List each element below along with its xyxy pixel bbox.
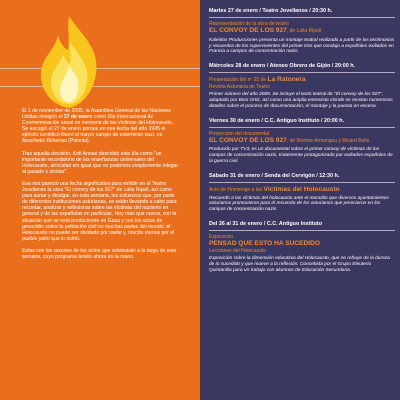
event-date: Del 26 al 31 de enero / C.C. Antiguo Instituto xyxy=(209,221,395,231)
event-item xyxy=(209,118,395,165)
event-title: PENSAD QUE ESTO HA SUCEDIDO xyxy=(209,240,321,248)
intro-paragraph xyxy=(22,108,180,145)
event-title-text: Víctimas del Holocausto xyxy=(263,185,340,193)
intro-text xyxy=(22,108,180,266)
event-title-text: EL CONVOY DE LOS 927 xyxy=(209,27,287,34)
event-title xyxy=(209,137,395,146)
event-subtitle: Revista Asturiana de Teatro xyxy=(209,83,271,90)
event-description: Kaleidos Producciones presenta un montaje teatral realizado a partir de los testimonios y recuerdos de los supervivientes del primer tren que condujo a españoles exiliados en Francia a campos de concentración nazis. xyxy=(209,37,395,55)
paragraph-highlight: 27 de enero xyxy=(63,114,93,121)
paragraph-text: El 1 de noviembre de 2005, la Asamblea General de las Naciones Unidas designó el xyxy=(22,108,171,121)
paragraph-text: como Día Internacional de Conmemoración anual en memoria de las víctimas del Holocausto. Se escogió el 27 de enero porque en esa fecha del año 1945 el ejército soviético liberó el mayor campo de exterminio nazi, en Auschwitz-Birkenau (Polonia). xyxy=(22,114,174,145)
event-description: Primer número del año 2009. Se incluye el texto teatral de "El convoy de los 927", adaptado por Boni Ortiz, así como una amplia entrevista clonde se revelan numerosos detalles sobre el proceso de documentación, el montaje y la puesta en escena. xyxy=(209,91,393,109)
event-description: Recuerdo a las víctimas del holocausto ante el monolito que diversos ayuntamientos asturianos promovieron para el recuerdo de los asturianos que perecieron en los campos de concentración nazis. xyxy=(209,195,389,213)
intro-paragraph xyxy=(22,181,180,242)
event-title-text: La Ratonera xyxy=(267,76,306,84)
event-date: Sábado 31 de enero / Senda del Cervigón / 12:30 h. xyxy=(209,173,395,183)
event-description: Exposición sobre la dimensión educativa del Holocausto, que no rehuye de la dureza de lo sucedido y que mueve a la reflexión. Concebida por el Grupo Eleuterio Quintanilla para un trabajo con alumnos de Educación Secundaria. xyxy=(209,255,390,273)
flame-icon xyxy=(34,14,104,110)
event-author: , de Montse Armengou y Ricard Belis xyxy=(286,137,370,144)
event-kicker: Representación de la obra de teatro xyxy=(209,21,289,27)
event-author: , de Laila Ripoll xyxy=(286,28,321,34)
event-date: Miércoles 28 de enero / Ateneo Obrero de Gijón / 20:00 h. xyxy=(209,63,395,73)
event-kicker: Presentación del nº 25 de xyxy=(209,77,267,84)
event-item xyxy=(209,173,395,213)
event-kicker: Proyección del documental xyxy=(209,130,270,137)
event-item xyxy=(209,221,395,273)
event-title xyxy=(209,186,395,194)
event-list xyxy=(209,8,395,282)
paragraph-text: Tras aquella decisión, Kofi Annan describió este día como "un importante recordatorio de las enseñanzas universales del Holocausto, atrocidad sin igual que no podemos simplemente relegar al pasado y olvidar". xyxy=(22,150,179,175)
right-panel xyxy=(200,0,400,400)
event-kicker: Exposición xyxy=(209,234,234,241)
event-date: Martes 27 de enero / Teatro Jovellanos / 20:30 h. xyxy=(209,8,395,18)
intro-paragraph xyxy=(22,151,180,175)
paragraph-text: Esa nos pareció una fecha significativa para exhibir en el Teatro Jovellanos la obra "El convoy de los 927" de Laila Ripoll, así como para aunar y divulgar, en esta semana, los esfuerzos que, por parte de diferentes instituciones asturianas, se están llevando a cabo para recordar, analizar y reflexionar sobre las víctimas del nazismo en general y de las españolas en particular. Hoy más que nunca, con la situación que se está produciendo en Gaza y con los actos de genocidio sobre la población civil en muchas partes del mundo, el Holocausto no puede ser olvidado por nadie y, mucho menos por el pueblo judío que lo sufrió. xyxy=(22,180,177,242)
paragraph-text: Estas son las razones de los actos que celebrarán a lo largo de esta semana, cuyo programa tenéis ahora en la mano. xyxy=(22,247,177,260)
event-subtitle: Lecciones del Holocausto xyxy=(209,247,266,254)
event-description: Producido por TV3, es un documental sobre el primer convoy de víctimas de los campos de concentración nazis, triatemente protagonizado por exiliados españoles de la guerra civil. xyxy=(209,147,393,165)
event-kicker: Acto de Homenaje a las xyxy=(209,186,263,193)
event-item xyxy=(209,8,395,55)
event-title xyxy=(209,27,395,36)
event-title-text: EL CONVOY DE LOS 927 xyxy=(209,136,287,144)
event-item xyxy=(209,63,395,109)
event-title xyxy=(209,76,395,84)
event-date: Viernes 30 de enero / C.C. Antiguo Instituto / 20:00 h. xyxy=(209,118,395,128)
intro-paragraph xyxy=(22,248,180,260)
